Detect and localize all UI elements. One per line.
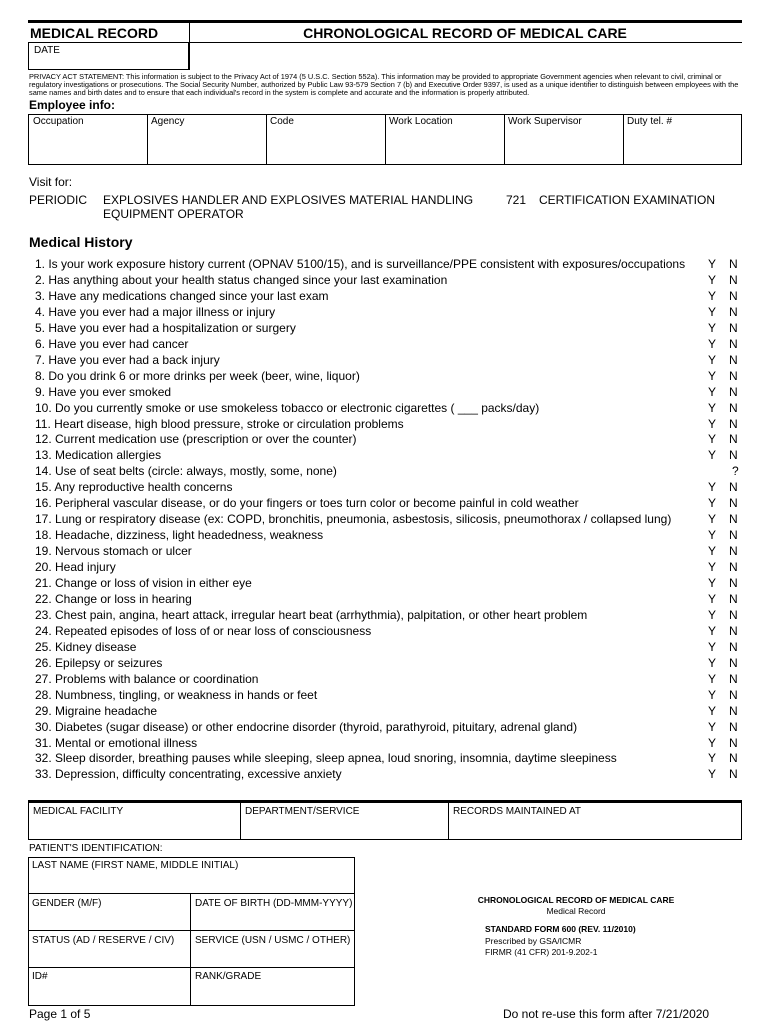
- medical-facility-field[interactable]: [28, 803, 241, 840]
- question-row: [0, 448, 770, 463]
- question-text: 18. Headache, dizziness, light headedness, weakness: [35, 528, 324, 543]
- last-name-field[interactable]: [28, 857, 355, 894]
- answer-no[interactable]: N: [729, 480, 738, 495]
- answer-no[interactable]: N: [729, 368, 738, 383]
- visit-description-line1: EXPLOSIVES HANDLER AND EXPLOSIVES MATERIAL HANDLING: [103, 193, 474, 207]
- answer-yes[interactable]: Y: [708, 352, 717, 367]
- question-row: [0, 369, 770, 384]
- answer-yes[interactable]: Y: [708, 368, 717, 383]
- question-text: 11. Heart disease, high blood pressure, stroke or circulation problems: [35, 416, 404, 431]
- answer-yes[interactable]: Y: [708, 623, 717, 638]
- answer-yes[interactable]: Y: [708, 703, 717, 718]
- answer-yes[interactable]: Y: [708, 639, 717, 654]
- answer-yes[interactable]: Y: [708, 767, 717, 782]
- records-maintained-field[interactable]: [449, 803, 742, 840]
- agency-label: Agency: [151, 116, 185, 127]
- answer-yes[interactable]: Y: [708, 655, 717, 670]
- answer-yes[interactable]: Y: [708, 544, 717, 559]
- standard-form-number: STANDARD FORM 600 (REV. 11/2010): [485, 924, 636, 934]
- question-row: [0, 305, 770, 320]
- medical-record-title: MEDICAL RECORD: [30, 25, 159, 41]
- work-location-label: Work Location: [389, 116, 453, 127]
- question-row: [0, 576, 770, 591]
- question-row: [0, 321, 770, 336]
- question-row: [0, 688, 770, 703]
- answer-no[interactable]: N: [729, 336, 738, 351]
- answer-no[interactable]: N: [729, 544, 738, 559]
- answer-no[interactable]: N: [729, 432, 738, 447]
- question-row: [0, 736, 770, 751]
- id-number-field[interactable]: [28, 968, 191, 1006]
- question-row: [0, 704, 770, 719]
- question-text: 4. Have you ever had a major illness or injury: [35, 304, 276, 319]
- form-subtitle: Medical Record: [546, 906, 606, 916]
- question-text: 16. Peripheral vascular disease, or do your fingers or toes turn color or become painful in cold weather: [35, 496, 579, 511]
- answer-no[interactable]: N: [729, 304, 738, 319]
- answer-yes[interactable]: Y: [708, 751, 717, 766]
- visit-type: PERIODIC: [29, 193, 88, 207]
- header-vertical-divider: [189, 22, 190, 70]
- question-text: 5. Have you ever had a hospitalization or surgery: [35, 320, 296, 335]
- answer-no[interactable]: N: [729, 639, 738, 654]
- answer-no[interactable]: N: [729, 528, 738, 543]
- patient-identification-heading: PATIENT'S IDENTIFICATION:: [29, 843, 163, 854]
- answer-yes[interactable]: Y: [708, 400, 717, 415]
- question-row: [0, 401, 770, 416]
- status-field[interactable]: [28, 931, 191, 968]
- answer-yes[interactable]: Y: [708, 257, 717, 271]
- answer-no[interactable]: N: [729, 448, 738, 463]
- question-row: [0, 257, 770, 272]
- occupation-label: Occupation: [33, 116, 84, 127]
- answer-no[interactable]: N: [729, 257, 738, 271]
- question-row: [0, 432, 770, 447]
- question-row: [0, 353, 770, 368]
- duty-tel-field[interactable]: [623, 114, 742, 165]
- question-row: [0, 672, 770, 687]
- question-text: 27. Problems with balance or coordination: [35, 671, 259, 686]
- code-field[interactable]: [266, 114, 385, 165]
- chronological-record-title: CHRONOLOGICAL RECORD OF MEDICAL CARE: [303, 25, 627, 41]
- date-of-birth-field[interactable]: [191, 894, 355, 931]
- duty-tel-label: Duty tel. #: [627, 116, 673, 127]
- answer-no[interactable]: N: [729, 607, 738, 622]
- answer-no[interactable]: N: [729, 288, 738, 303]
- date-of-birth-label: DATE OF BIRTH (DD-MMM-YYYY): [195, 898, 353, 909]
- answer-no[interactable]: N: [729, 623, 738, 638]
- question-row: [0, 385, 770, 400]
- answer-yes[interactable]: Y: [708, 591, 717, 606]
- question-text: 8. Do you drink 6 or more drinks per week (beer, wine, liquor): [35, 368, 360, 383]
- question-text: 17. Lung or respiratory disease (ex: COPD, bronchitis, pneumonia, asbestosis, silicosis, pneumothorax / collapsed lung): [35, 512, 672, 527]
- question-text: 1. Is your work exposure history current (OPNAV 5100/15), and is surveillance/PPE consistent with exposures/occupations: [35, 257, 686, 271]
- answer-yes[interactable]: Y: [708, 687, 717, 702]
- question-row: [0, 528, 770, 543]
- answer-yes[interactable]: Y: [708, 304, 717, 319]
- occupation-field[interactable]: [28, 114, 147, 165]
- date-label: DATE: [34, 45, 60, 56]
- question-row: [0, 544, 770, 559]
- department-service-label: DEPARTMENT/SERVICE: [245, 806, 360, 817]
- answer-no[interactable]: N: [729, 671, 738, 686]
- answer-yes[interactable]: Y: [708, 512, 717, 527]
- question-row: [0, 767, 770, 782]
- question-row: [0, 656, 770, 671]
- answer-no[interactable]: N: [729, 767, 738, 782]
- answer-no[interactable]: N: [729, 320, 738, 335]
- answer-no[interactable]: N: [729, 272, 738, 287]
- question-text: 30. Diabetes (sugar disease) or other endocrine disorder (thyroid, parathyroid, pituitary, adrenal gland): [35, 719, 578, 734]
- rank-grade-label: RANK/GRADE: [195, 971, 262, 982]
- answer-no[interactable]: N: [729, 384, 738, 399]
- answer-no[interactable]: N: [729, 560, 738, 575]
- answer-yes[interactable]: Y: [708, 336, 717, 351]
- employee-info-heading: Employee info:: [29, 98, 116, 112]
- date-field[interactable]: [28, 43, 189, 70]
- rank-grade-field[interactable]: [191, 968, 355, 1006]
- answer-yes[interactable]: Y: [708, 719, 717, 734]
- answer-no[interactable]: N: [729, 591, 738, 606]
- question-row: [0, 608, 770, 623]
- question-text: 24. Repeated episodes of loss of or near loss of consciousness: [35, 623, 372, 638]
- form-title: CHRONOLOGICAL RECORD OF MEDICAL CARE: [477, 895, 675, 905]
- question-row: [0, 592, 770, 607]
- records-maintained-label: RECORDS MAINTAINED AT: [453, 806, 581, 817]
- question-text: 19. Nervous stomach or ulcer: [35, 544, 192, 559]
- answer-yes[interactable]: Y: [708, 576, 717, 590]
- answer-no[interactable]: N: [729, 576, 738, 590]
- question-text: 21. Change or loss of vision in either eye: [35, 576, 252, 590]
- answer-yes[interactable]: Y: [708, 528, 717, 543]
- answer-yes[interactable]: Y: [708, 288, 717, 303]
- question-row: [0, 496, 770, 511]
- answer-yes[interactable]: Y: [708, 496, 717, 511]
- answer-yes[interactable]: Y: [708, 448, 717, 463]
- question-row: [0, 464, 770, 479]
- department-service-field[interactable]: [241, 803, 449, 840]
- answer-no[interactable]: N: [729, 416, 738, 431]
- question-text: 25. Kidney disease: [35, 639, 137, 654]
- gender-field[interactable]: [28, 894, 191, 931]
- code-label: Code: [270, 116, 294, 127]
- work-supervisor-field[interactable]: [504, 114, 623, 165]
- answer-no[interactable]: N: [729, 655, 738, 670]
- visit-code: 721: [506, 193, 527, 207]
- answer-no[interactable]: N: [729, 687, 738, 702]
- last-name-label: LAST NAME (FIRST NAME, MIDDLE INITIAL): [32, 860, 239, 871]
- answer-no[interactable]: N: [729, 735, 738, 750]
- question-text: 7. Have you ever had a back injury: [35, 352, 220, 367]
- question-text: 23. Chest pain, angina, heart attack, irregular heart beat (arrhythmia), palpitation, or other heart problem: [35, 607, 588, 622]
- work-location-field[interactable]: [385, 114, 504, 165]
- answer-no[interactable]: N: [729, 703, 738, 718]
- question-text: 15. Any reproductive health concerns: [35, 480, 233, 495]
- service-field[interactable]: [191, 931, 355, 968]
- answer-yes[interactable]: Y: [708, 416, 717, 431]
- question-text: 3. Have any medications changed since your last exam: [35, 288, 329, 303]
- answer-no[interactable]: N: [729, 496, 738, 511]
- question-row: [0, 560, 770, 575]
- reuse-notice: Do not re-use this form after 7/21/2020: [503, 1007, 710, 1021]
- privacy-act-statement: PRIVACY ACT STATEMENT: This information is subject to the Privacy Act of 1974 (5 U.S.C. Section 552a). This information may be provided to appropriate Government agencies when relevant to civil, criminal or regulatory investigations or prosecutions. The Social Security Number, authorized by Public Law 93-579 Section 7 (b) and Executive Order 9397, is used as a unique identifier to distinguish between employees with the same names and birth dates and to ensure that each individual's record in the system is complete and accurate and the information is properly attributed.: [29, 72, 739, 97]
- question-text: 12. Current medication use (prescription or over the counter): [35, 432, 357, 447]
- question-row: [0, 417, 770, 432]
- question-row: [0, 624, 770, 639]
- answer-yes[interactable]: Y: [708, 607, 717, 622]
- question-row: [0, 289, 770, 304]
- top-rule: [28, 20, 742, 23]
- answer-yes[interactable]: Y: [708, 480, 717, 495]
- firmr-reference: FIRMR (41 CFR) 201-9.202-1: [485, 947, 598, 957]
- id-number-label: ID#: [32, 971, 48, 982]
- agency-field[interactable]: [147, 114, 266, 165]
- answer-yes[interactable]: Y: [708, 320, 717, 335]
- question-text: 31. Mental or emotional illness: [35, 735, 198, 750]
- question-text: 10. Do you currently smoke or use smokeless tobacco or electronic cigarettes ( ___ packs/day): [35, 400, 540, 415]
- question-text: 2. Has anything about your health status changed since your last examination: [35, 272, 448, 287]
- question-text: 14. Use of seat belts (circle: always, mostly, some, none): [35, 464, 337, 479]
- answer-no[interactable]: N: [729, 400, 738, 415]
- question-text: 6. Have you ever had cancer: [35, 336, 189, 351]
- question-text: 13. Medication allergies: [35, 448, 162, 463]
- question-text: 9. Have you ever smoked: [35, 384, 172, 399]
- answer-yes[interactable]: Y: [708, 671, 717, 686]
- answer-no[interactable]: N: [729, 352, 738, 367]
- answer-no[interactable]: N: [729, 512, 738, 527]
- question-text: 33. Depression, difficulty concentrating, excessive anxiety: [35, 767, 342, 782]
- question-row: [0, 640, 770, 655]
- question-text: 20. Head injury: [35, 560, 116, 575]
- work-supervisor-label: Work Supervisor: [508, 116, 582, 127]
- visit-for-label: Visit for:: [29, 175, 73, 189]
- prescribed-by: Prescribed by GSA/ICMR: [485, 936, 582, 946]
- answer-no[interactable]: ?: [732, 464, 739, 479]
- status-label: STATUS (AD / RESERVE / CIV): [32, 935, 175, 946]
- medical-history-heading: Medical History: [29, 234, 133, 250]
- gender-label: GENDER (M/F): [32, 898, 102, 909]
- service-label: SERVICE (USN / USMC / OTHER): [195, 935, 351, 946]
- question-row: [0, 720, 770, 735]
- question-text: 26. Epilepsy or seizures: [35, 655, 163, 670]
- question-text: 32. Sleep disorder, breathing pauses while sleeping, sleep apnea, loud snoring, insomnia, daytime sleepiness: [35, 751, 617, 766]
- question-text: 22. Change or loss in hearing: [35, 591, 192, 606]
- medical-facility-label: MEDICAL FACILITY: [33, 806, 124, 817]
- visit-description-line2: EQUIPMENT OPERATOR: [103, 207, 244, 221]
- answer-yes[interactable]: Y: [708, 560, 717, 575]
- question-row: [0, 273, 770, 288]
- answer-yes[interactable]: Y: [708, 432, 717, 447]
- question-text: 29. Migraine headache: [35, 703, 158, 718]
- question-text: 28. Numbness, tingling, or weakness in hands or feet: [35, 687, 318, 702]
- visit-exam-type: CERTIFICATION EXAMINATION: [539, 193, 716, 207]
- answer-yes[interactable]: Y: [708, 735, 717, 750]
- answer-yes[interactable]: Y: [708, 272, 717, 287]
- page-number: Page 1 of 5: [29, 1007, 91, 1021]
- question-row: [0, 751, 770, 766]
- question-row: [0, 480, 770, 495]
- answer-yes[interactable]: Y: [708, 384, 717, 399]
- answer-no[interactable]: N: [729, 719, 738, 734]
- question-row: [0, 512, 770, 527]
- answer-no[interactable]: N: [729, 751, 738, 766]
- question-row: [0, 337, 770, 352]
